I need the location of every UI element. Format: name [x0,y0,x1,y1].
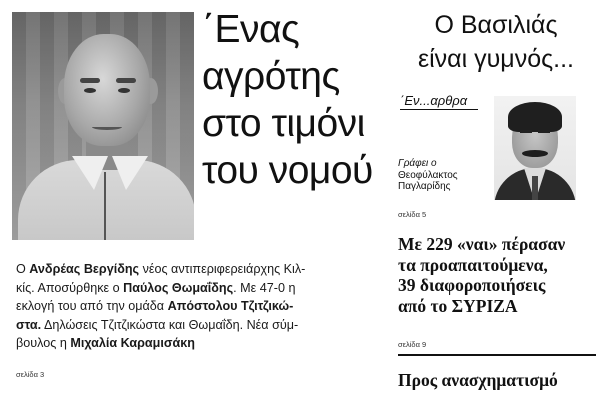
headline-line: 39 διαφοροποιήσεις [398,275,546,295]
byline-role: Γράφει ο [398,158,437,169]
headline-line: τα προαπαιτούμενα, [398,254,548,275]
name-highlight: Ανδρέας Βεργίδης [29,262,140,276]
page-reference: σελίδα 5 [398,210,427,219]
story-body [16,260,378,353]
page-reference: σελίδα 3 [16,370,45,379]
page-reference: σελίδα 9 [398,340,427,349]
headline-line: του νομού [202,149,373,192]
body-text: . Με 47-0 η [233,280,296,295]
headline-line: αγρότης [202,55,340,98]
body-line [16,260,378,279]
name-highlight: Απόστολου Τζιτζικώ- [167,299,294,313]
body-text: εκλογή του από την ομάδα [16,299,168,313]
body-text: βουλος η [16,336,71,350]
portrait-photo-columnist [494,96,576,200]
byline-name: Θεοφύλακτος [398,169,458,181]
name-highlight: Παύλος Θωμαΐδης [123,280,234,295]
body-text: Ο [16,262,30,276]
body-text: νέος αντιπεριφερειάρχης Κιλ- [139,262,306,276]
byline-name: Παγλαρίδης [398,181,451,192]
headline-line: Με 229 «ναι» πέρασαν [398,234,566,254]
body-text: Δηλώσεις Τζιτζικώστα και Θωμαΐδη. Νέα σύμ- [41,317,299,332]
body-line [16,297,378,316]
name-highlight: Μιχαλία Καραμισάκη [70,336,195,350]
column-label: ΄Εν...αρθρα [400,93,478,110]
body-line [16,316,378,335]
opinion-headline [398,8,594,76]
name-highlight: στα. [16,317,42,332]
headline-line: στο τιμόνι [202,102,365,145]
secondary-headline [398,234,594,316]
section-divider [398,354,596,356]
headline-line: Ο Βασιλιάς [434,11,558,39]
headline-line: από το ΣΥΡΙΖΑ [398,295,518,316]
tertiary-headline: Προς ανασχηματισμό [398,370,558,390]
headline-line: είναι γυμνός... [417,45,575,73]
headline-line: ΄Ενας [202,8,300,51]
body-line [16,279,378,298]
portrait-photo-vergidis [12,12,194,240]
body-line [16,334,378,353]
main-headline [202,6,382,194]
byline [398,158,490,193]
body-text: κίς. Αποσύρθηκε ο [16,280,124,295]
